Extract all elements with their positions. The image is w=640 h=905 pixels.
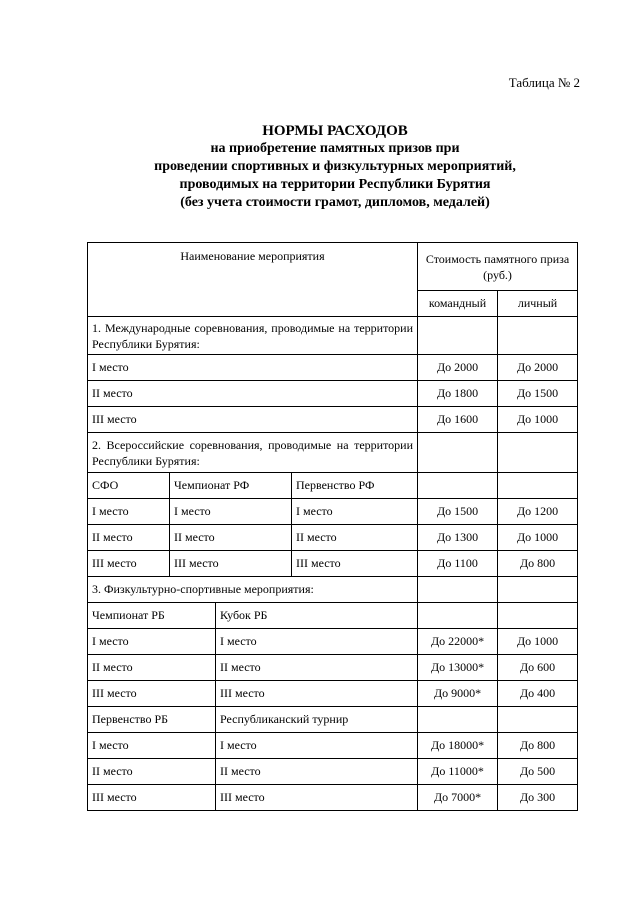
place-cell: I место xyxy=(88,355,418,381)
team-cost-cell: До 1300 xyxy=(418,525,498,551)
section-2-title: 2. Всероссийские соревнования, проводимые на территории Республики Бурятия: xyxy=(88,433,418,473)
place-cell: III место xyxy=(88,785,216,811)
place-cell: I место xyxy=(292,499,418,525)
personal-cost-cell: До 800 xyxy=(498,733,578,759)
team-cost-cell: До 7000* xyxy=(418,785,498,811)
team-cost-cell: До 1100 xyxy=(418,551,498,577)
subheader-championship-rf: Чемпионат РФ xyxy=(170,473,292,499)
header-event-name: Наименование мероприятия xyxy=(88,243,418,317)
title-line-1: НОРМЫ РАСХОДОВ xyxy=(262,123,408,139)
team-cost-cell: До 1800 xyxy=(418,381,498,407)
place-cell: II место xyxy=(170,525,292,551)
header-row xyxy=(88,243,578,291)
section-1-title-row xyxy=(88,317,578,355)
table-row xyxy=(88,733,578,759)
section-1-title: 1. Международные соревнования, проводимые на территории Республики Бурятия: xyxy=(88,317,418,355)
subheader-first-rf: Первенство РФ xyxy=(292,473,418,499)
table-number: Таблица № 2 xyxy=(508,75,580,90)
personal-cost-cell: До 1000 xyxy=(498,629,578,655)
subheader-republic-tournament: Республиканский турнир xyxy=(216,707,418,733)
section-3-subheader-row xyxy=(88,603,578,629)
team-cost-cell: До 9000* xyxy=(418,681,498,707)
team-cost-cell: До 22000* xyxy=(418,629,498,655)
table-row xyxy=(88,629,578,655)
place-cell: III место xyxy=(88,681,216,707)
team-cost-cell: До 18000* xyxy=(418,733,498,759)
table-row xyxy=(88,681,578,707)
personal-cost-cell: До 2000 xyxy=(498,355,578,381)
place-cell: III место xyxy=(170,551,292,577)
title-line-2: на приобретение памятных призов при xyxy=(210,141,460,156)
header-personal: личный xyxy=(498,291,578,317)
personal-cost-cell: До 500 xyxy=(498,759,578,785)
personal-cost-cell: До 1500 xyxy=(498,381,578,407)
personal-cost-cell: До 1200 xyxy=(498,499,578,525)
team-cost-cell: До 2000 xyxy=(418,355,498,381)
place-cell: II место xyxy=(216,655,418,681)
personal-cost-cell: До 1000 xyxy=(498,525,578,551)
table-row xyxy=(88,355,578,381)
place-cell: III место xyxy=(88,407,418,433)
place-cell: III место xyxy=(88,551,170,577)
header-cost: Стоимость памятного приза (руб.) xyxy=(418,243,578,291)
personal-cost-cell: До 800 xyxy=(498,551,578,577)
personal-cost-cell: До 400 xyxy=(498,681,578,707)
place-cell: I место xyxy=(216,629,418,655)
table-row xyxy=(88,759,578,785)
place-cell: II место xyxy=(216,759,418,785)
place-cell: II место xyxy=(88,655,216,681)
place-cell: I место xyxy=(88,629,216,655)
subheader-sfo: СФО xyxy=(88,473,170,499)
place-cell: II место xyxy=(88,759,216,785)
table-row xyxy=(88,655,578,681)
team-cost-cell: До 11000* xyxy=(418,759,498,785)
header-team: командный xyxy=(418,291,498,317)
section-2-subheader-row xyxy=(88,473,578,499)
subheader-first-rb: Первенство РБ xyxy=(88,707,216,733)
subheader-cup-rb: Кубок РБ xyxy=(216,603,418,629)
section-3-subheader-row-2 xyxy=(88,707,578,733)
document-title xyxy=(90,122,580,212)
table-row xyxy=(88,525,578,551)
place-cell: II место xyxy=(292,525,418,551)
table-row xyxy=(88,785,578,811)
table-row xyxy=(88,381,578,407)
table-row xyxy=(88,407,578,433)
place-cell: III место xyxy=(216,681,418,707)
personal-cost-cell: До 600 xyxy=(498,655,578,681)
section-3-title: 3. Физкультурно-спортивные мероприятия: xyxy=(88,577,418,603)
place-cell: I место xyxy=(170,499,292,525)
place-cell: I место xyxy=(88,733,216,759)
team-cost-cell: До 1500 xyxy=(418,499,498,525)
title-line-4: проводимых на территории Республики Бурятия xyxy=(179,177,491,192)
title-line-5: (без учета стоимости грамот, дипломов, медалей) xyxy=(180,195,490,210)
section-2-title-row xyxy=(88,433,578,473)
table-row xyxy=(88,551,578,577)
title-line-3: проведении спортивных и физкультурных мероприятий, xyxy=(154,159,516,174)
place-cell: III место xyxy=(216,785,418,811)
table-row xyxy=(88,499,578,525)
personal-cost-cell: До 300 xyxy=(498,785,578,811)
place-cell: II место xyxy=(88,381,418,407)
norms-table xyxy=(87,242,578,811)
team-cost-cell: До 1600 xyxy=(418,407,498,433)
place-cell: II место xyxy=(88,525,170,551)
place-cell: I место xyxy=(88,499,170,525)
section-3-title-row xyxy=(88,577,578,603)
place-cell: I место xyxy=(216,733,418,759)
subheader-championship-rb: Чемпионат РБ xyxy=(88,603,216,629)
place-cell: III место xyxy=(292,551,418,577)
personal-cost-cell: До 1000 xyxy=(498,407,578,433)
team-cost-cell: До 13000* xyxy=(418,655,498,681)
